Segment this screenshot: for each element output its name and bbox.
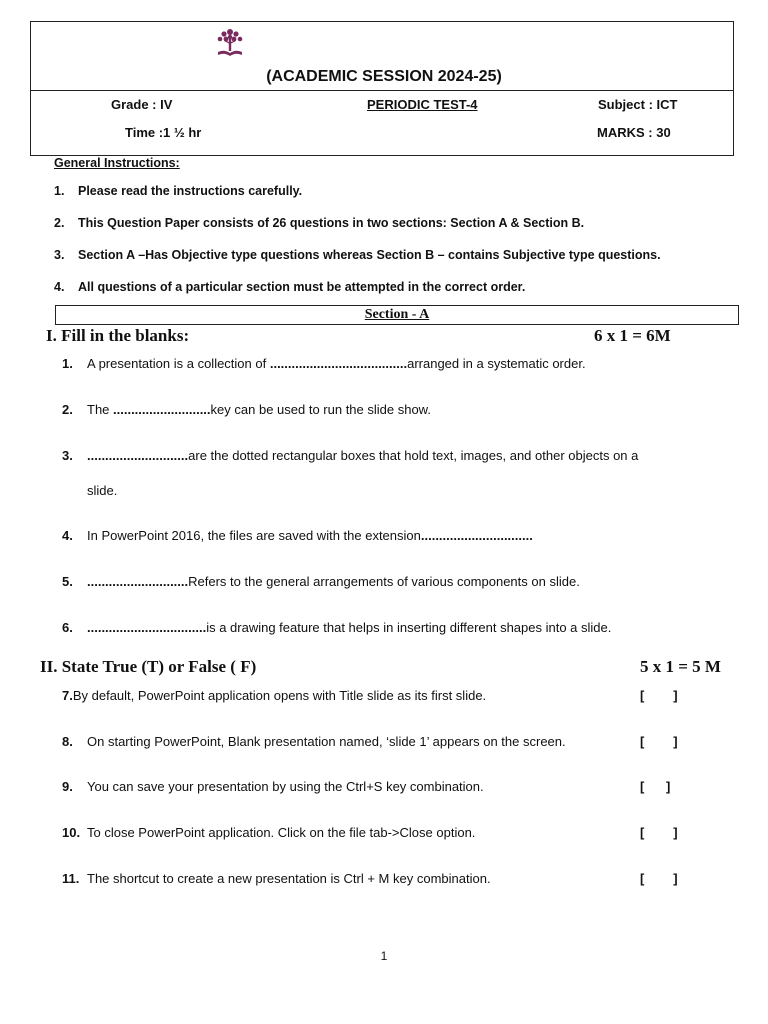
question-number: 4. xyxy=(62,528,73,543)
question-text: In PowerPoint 2016, the files are saved with the extension xyxy=(87,528,421,543)
question-number: 8. xyxy=(62,734,73,749)
question-text: A presentation is a collection of xyxy=(87,356,270,371)
instruction-text: Please read the instructions carefully. xyxy=(78,184,303,198)
header-divider xyxy=(30,90,734,91)
true-false-heading: II. State True (T) or False ( F) xyxy=(40,657,257,676)
instruction-text: Section A –Has Objective type questions whereas Section B – contains Subjective type questions. xyxy=(78,248,661,262)
question-text: are the dotted rectangular boxes that hold text, images, and other objects on a xyxy=(188,448,639,463)
question-item xyxy=(62,688,486,703)
instruction-item xyxy=(54,248,661,262)
test-name: PERIODIC TEST-4 xyxy=(367,97,478,112)
question-text: You can save your presentation by using the Ctrl+S key combination. xyxy=(87,779,484,794)
answer-blank: ...................................... xyxy=(269,356,408,371)
instruction-item xyxy=(54,280,525,294)
question-text: key can be used to run the slide show. xyxy=(210,402,431,417)
question-number: 10. xyxy=(62,825,81,840)
answer-bracket: [ ] xyxy=(640,825,678,840)
question-text: To close PowerPoint application. Click on the file tab->Close option. xyxy=(87,825,476,840)
instruction-number: 3. xyxy=(54,248,65,262)
question-text: On starting PowerPoint, Blank presentation named, ‘slide 1’ appears on the screen. xyxy=(87,734,566,749)
school-logo-icon xyxy=(212,26,248,60)
instruction-text: This Question Paper consists of 26 questions in two sections: Section A & Section B. xyxy=(78,216,585,230)
instruction-text: All questions of a particular section must be attempted in the correct order. xyxy=(78,280,526,294)
answer-bracket: [ ] xyxy=(640,779,671,794)
answer-blank: ............................ xyxy=(87,448,189,463)
fill-blanks-heading: I. Fill in the blanks: xyxy=(46,326,190,345)
question-number: 6. xyxy=(62,620,73,635)
instruction-number: 1. xyxy=(54,184,65,198)
question-item xyxy=(62,734,566,749)
instruction-number: 4. xyxy=(54,280,65,294)
answer-bracket: [ ] xyxy=(640,688,678,703)
answer-bracket: [ ] xyxy=(640,734,678,749)
question-text: The xyxy=(87,402,114,417)
question-number: 2. xyxy=(62,402,73,417)
question-text: is a drawing feature that helps in inserting different shapes into a slide. xyxy=(206,620,612,635)
question-number: 5. xyxy=(62,574,73,589)
page-number: 1 xyxy=(380,949,388,963)
answer-blank: ............................... xyxy=(420,528,533,543)
answer-blank: ............................ xyxy=(87,574,189,589)
question-item xyxy=(62,402,431,417)
question-item xyxy=(62,448,638,463)
marks-label: MARKS : 30 xyxy=(597,125,671,140)
question-item xyxy=(62,779,484,794)
question-item xyxy=(62,620,611,635)
question-text: arranged in a systematic order. xyxy=(407,356,586,371)
question-text: By default, PowerPoint application opens with Title slide as its first slide. xyxy=(72,688,487,703)
question-item xyxy=(62,356,586,371)
general-instructions-title: General Instructions: xyxy=(54,156,180,170)
section-a-title: Section - A xyxy=(364,307,430,322)
instruction-item xyxy=(54,184,302,198)
question-number: 1. xyxy=(62,356,73,371)
instruction-item xyxy=(54,216,584,230)
fill-blanks-marks: 6 x 1 = 6M xyxy=(594,326,671,345)
question-number: 11. xyxy=(62,871,80,886)
subject-label: Subject : ICT xyxy=(598,97,678,112)
question-continuation: slide. xyxy=(87,483,118,498)
answer-bracket: [ ] xyxy=(640,871,678,886)
instruction-number: 2. xyxy=(54,216,65,230)
answer-blank: ................................. xyxy=(87,620,207,635)
question-number: 3. xyxy=(62,448,73,463)
answer-blank: ........................... xyxy=(113,402,211,417)
time-label: Time :1 ½ hr xyxy=(125,125,202,140)
section-a-banner xyxy=(55,305,739,325)
question-item xyxy=(62,574,580,589)
question-item xyxy=(62,825,475,840)
question-number: 7. xyxy=(62,688,73,703)
question-item xyxy=(62,871,491,886)
question-number: 9. xyxy=(62,779,73,794)
academic-session-title: (ACADEMIC SESSION 2024-25) xyxy=(266,68,502,85)
question-text: The shortcut to create a new presentation is Ctrl + M key combination. xyxy=(87,871,491,886)
true-false-marks: 5 x 1 = 5 M xyxy=(640,657,721,676)
grade-label: Grade : IV xyxy=(111,97,173,112)
question-text: Refers to the general arrangements of various components on slide. xyxy=(188,574,580,589)
question-item xyxy=(62,528,533,543)
